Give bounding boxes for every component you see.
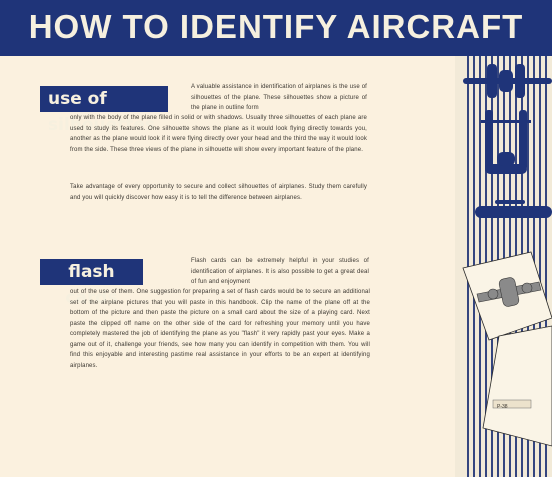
silhouettes-intro: A valuable assistance in identification of airplanes is the use of silhouettes of the plane. These silhouettes show a picture of the plane in outline form xyxy=(191,84,367,111)
flash-cards-intro: Flash cards can be extremely helpful in your studies of identification of airplanes. It is also possible to get a great deal of fun and enjoyment xyxy=(191,258,369,285)
flash-card-caption: P-38 xyxy=(497,404,508,410)
silhouettes-body: only with the body of the plane filled in solid or with shadows. Usually three silhouettes of each plane are used to study its features. One silhouette shows the plane as it would look flying directly towards you, another as the plane would look if it were flying directly over your head and the third the way it would look from the side. These three views of the plane in silhouette will show every important feature of the plane. xyxy=(70,115,367,153)
silhouettes-advice: Take advantage of every opportunity to secure and collect silhouettes of airplanes. Study them carefully and you will quickly discover how easy it is to tell the difference between airplanes. xyxy=(70,184,367,201)
flash-cards-body: out of the use of them. One suggestion for preparing a set of flash cards would be to secure an additional set of the airplane pictures that you will paste in this handbook. Clip the name of the plane off at the bottom of the picture and then paste the picture on a small card about the size of a playing card. Next paste the clipped off name on the other side of the card for refreshing your memory until you have completely mastered the job of identifying the plane as you "flash" it very rapidly past your eyes. Make a game out of it, challenge your friends, see how many you can identify in competition with them. You will find this enjoyable and interesting pastime real assistance in your efforts to be an expert at identifying airplanes. xyxy=(70,289,370,369)
aircraft-illustration xyxy=(455,56,552,477)
page-title: HOW TO IDENTIFY AIRCRAFT xyxy=(28,8,524,45)
section-heading-silhouettes: use of silhouettes xyxy=(40,86,168,112)
section-heading-flash-cards: flash cards xyxy=(40,259,143,285)
